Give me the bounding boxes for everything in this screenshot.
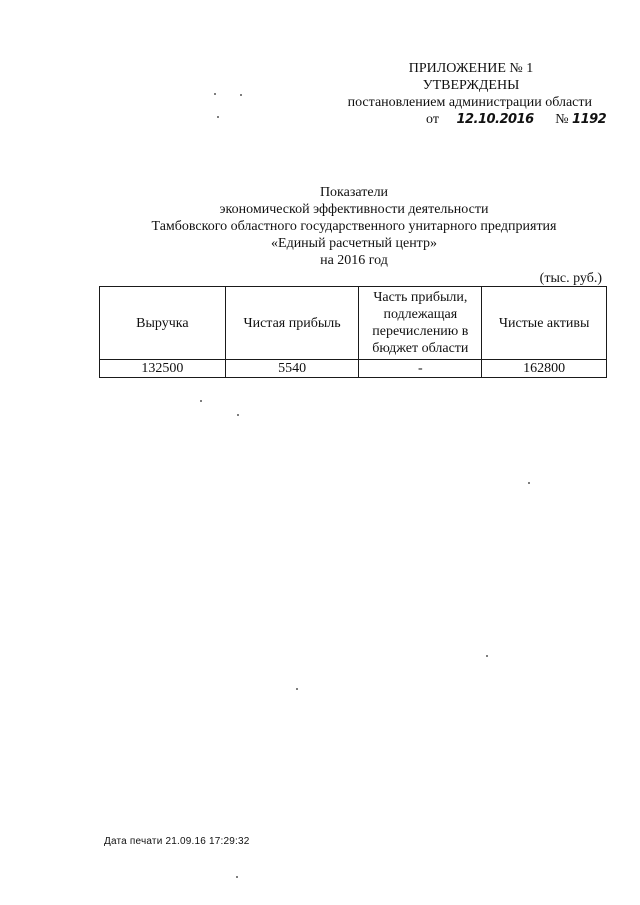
header-net-assets: Чистые активы xyxy=(482,287,607,360)
cell-revenue: 132500 xyxy=(100,360,226,378)
indicators-table xyxy=(99,286,607,378)
title-line-2: экономической эффективности деятельности xyxy=(219,202,489,217)
scan-speck xyxy=(237,414,239,416)
from-label: от xyxy=(426,112,439,127)
handwritten-number: 1192 xyxy=(572,112,607,127)
scan-speck xyxy=(486,655,488,657)
scan-speck xyxy=(528,482,530,484)
scan-speck xyxy=(296,688,298,690)
scan-speck xyxy=(236,876,238,878)
header-revenue: Выручка xyxy=(100,287,226,360)
document-title xyxy=(100,184,608,269)
scan-speck xyxy=(240,94,242,96)
title-line-1: Показатели xyxy=(319,185,389,200)
appendix-number: ПРИЛОЖЕНИЕ № 1 xyxy=(408,61,534,76)
cell-profit-share-to-budget: - xyxy=(359,360,482,378)
cell-net-assets: 162800 xyxy=(482,360,607,378)
cell-net-profit: 5540 xyxy=(225,360,359,378)
decree-date-line xyxy=(330,111,607,128)
decree-text: постановлением администрации области xyxy=(347,95,592,110)
title-line-5: на 2016 год xyxy=(320,253,388,268)
approved-label: УТВЕРЖДЕНЫ xyxy=(422,78,520,93)
scan-speck xyxy=(200,400,202,402)
title-line-4: «Единый расчетный центр» xyxy=(271,236,437,251)
handwritten-date: 12.10.2016 xyxy=(456,112,534,127)
table-row xyxy=(100,360,607,378)
number-label: № xyxy=(555,112,569,127)
units-label: (тыс. руб.) xyxy=(539,271,602,286)
header-profit-share-to-budget: Часть прибыли, подлежащая перечислению в бюджет области xyxy=(359,287,482,360)
approval-block xyxy=(330,60,607,128)
scan-speck xyxy=(217,116,219,118)
header-net-profit: Чистая прибыль xyxy=(225,287,359,360)
scan-speck xyxy=(214,93,216,95)
title-line-3: Тамбовского областного государственного унитарного предприятия xyxy=(151,219,557,234)
table-header-row xyxy=(100,287,607,360)
print-date: Дата печати 21.09.16 17:29:32 xyxy=(104,836,250,847)
